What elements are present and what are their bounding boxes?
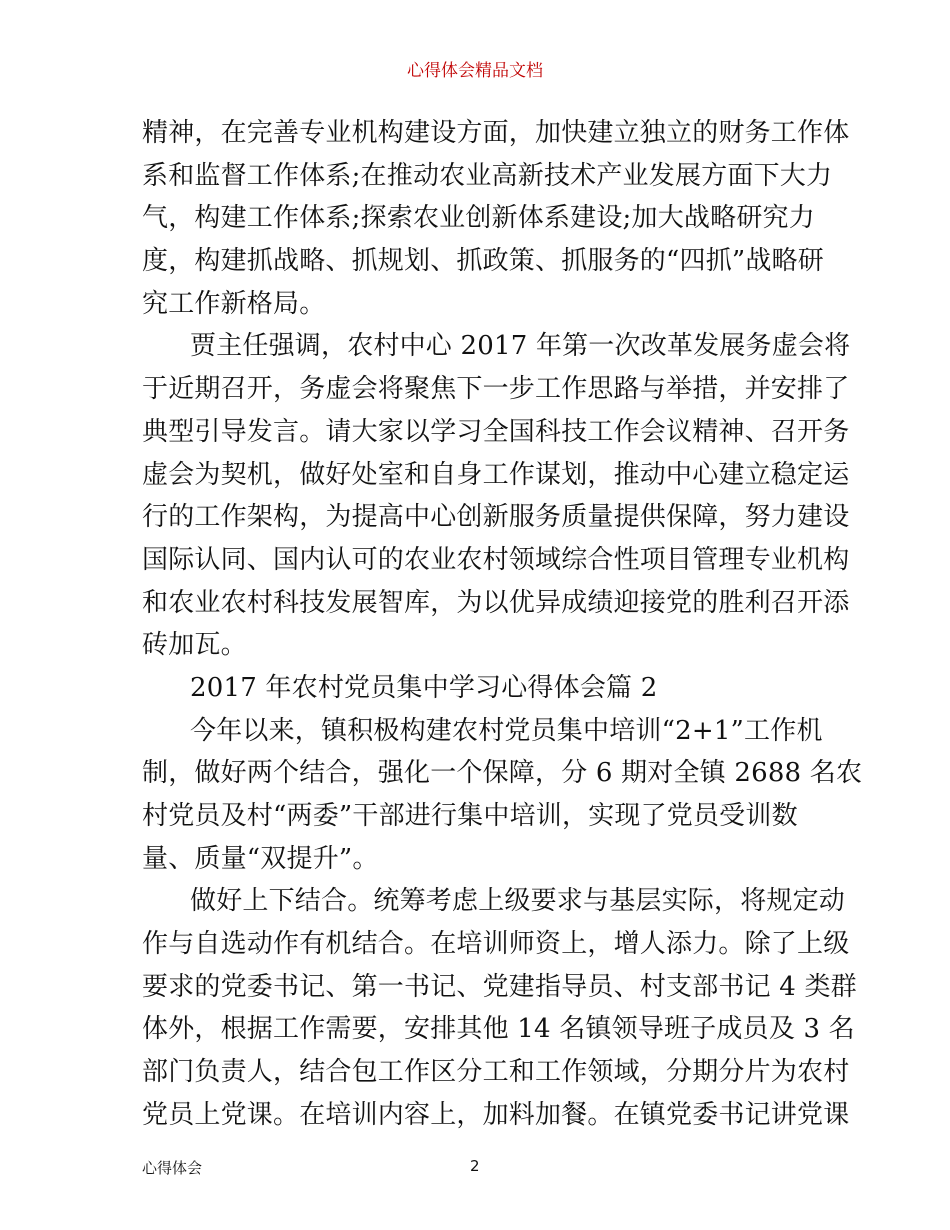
text-line: 国际认同、国内认可的农业农村领域综合性项目管理专业机构 xyxy=(142,544,850,575)
text-line: 和农业农村科技发展智库，为以优异成绩迎接党的胜利召开添 xyxy=(142,587,850,618)
text-line: 精神，在完善专业机构建设方面，加快建立独立的财务工作体 xyxy=(142,118,850,148)
page-number: 2 xyxy=(470,1157,480,1175)
text-line: 量、质量“双提升”。 xyxy=(142,843,379,874)
section-heading: 2017 年农村党员集中学习心得体会篇 2 xyxy=(190,672,658,703)
text-line: 要求的党委书记、第一书记、党建指导员、村支部书记 4 类群 xyxy=(142,971,857,1002)
text-line: 典型引导发言。请大家以学习全国科技工作会议精神、召开务 xyxy=(142,416,850,447)
paragraph-start-line: 贾主任强调，农村中心 2017 年第一次改革发展务虚会将 xyxy=(190,331,851,362)
text-line: 砖加瓦。 xyxy=(142,630,247,661)
text-line: 于近期召开，务虚会将聚焦下一步工作思路与举措，并安排了 xyxy=(142,374,850,405)
footer-label: 心得体会 xyxy=(142,1159,203,1177)
text-line: 村党员及村“两委”干部进行集中培训，实现了党员受训数 xyxy=(142,801,798,831)
text-line: 作与自选动作有机结合。在培训师资上，增人添力。除了上级 xyxy=(142,929,850,960)
paragraph-start-line: 今年以来，镇积极构建农村党员集中培训“2+1”工作机 xyxy=(190,715,823,746)
text-line: 气，构建工作体系;探索农业创新体系建设;加大战略研究力 xyxy=(142,203,815,234)
text-line: 虚会为契机，做好处室和自身工作谋划，推动中心建立稳定运 xyxy=(142,459,850,490)
text-line: 度，构建抓战略、抓规划、抓政策、抓服务的“四抓”战略研 xyxy=(142,246,824,277)
text-line: 制，做好两个结合，强化一个保障，分 6 期对全镇 2688 名农 xyxy=(142,758,863,789)
paragraph-start-line: 做好上下结合。统筹考虑上级要求与基层实际，将规定动 xyxy=(190,886,846,917)
document-body xyxy=(142,112,863,1137)
text-line: 党员上党课。在培训内容上，加料加餐。在镇党委书记讲党课 xyxy=(142,1099,850,1130)
text-line: 部门负责人，结合包工作区分工和工作领域，分期分片为农村 xyxy=(142,1057,850,1088)
text-line: 究工作新格局。 xyxy=(142,288,326,319)
text-line: 体外，根据工作需要，安排其他 14 名镇领导班子成员及 3 名 xyxy=(142,1014,855,1045)
text-line: 行的工作架构，为提高中心创新服务质量提供保障，努力建设 xyxy=(142,502,850,533)
page-header-title: 心得体会精品文档 xyxy=(407,61,543,81)
text-line: 系和监督工作体系;在推动农业高新技术产业发展方面下大力 xyxy=(142,160,833,191)
